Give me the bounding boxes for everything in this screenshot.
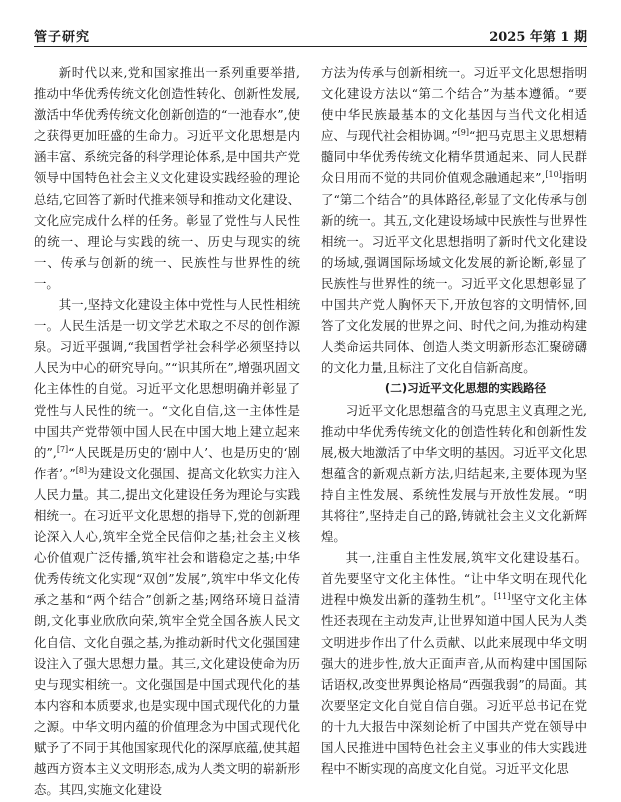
paragraph-text: “人民既是历史的‘剧中人’、也是历史的‘剧作者’。” — [34, 444, 300, 481]
paragraph — [321, 62, 587, 378]
citation-ref: [11] — [493, 592, 511, 602]
paragraph-text: 其一,坚持文化建设主体中党性与人民性相统一。人民生活是一切文学艺术取之不尽的创作源泉。习近平强调,“我国哲学社会科学必须坚持以人民为中心的研究导向。”“识其所在”,增强巩固文化主体性的自觉。习近平文化思想明确并彰显了党性与人民性的统一。“文化自信,这一主体性是中国共产党带领中国人民在中国大地上建立起来的”, — [34, 297, 300, 460]
paragraph-text: 坚守文化主体性还表现在主动发声,让世界知道中国人民为人类文明进步作出了什么贡献、以此来展现中华文明强大的进步性,放大正面声音,从而构建中国国际话语权,改变世界舆论格局“西强我弱”的局面。其次要坚定文化自觉自信自强。习近平总书记在党的十九大报告中深刻论析了中国共产党在领导中国人民推进中国特色社会主义事业的伟大实践进程中不断实现的高度文化自觉。习近平文化思 — [321, 592, 587, 777]
paragraph — [34, 294, 300, 800]
citation-ref: [8] — [75, 465, 88, 475]
paragraph-text: 其一,注重自主性发展,筑牢文化建设基石。首先要坚守文化主体性。“让中华文明在现代化进程中焕发出新的蓬勃生机”。 — [321, 550, 587, 608]
running-header — [34, 24, 587, 47]
journal-name: 管子研究 — [34, 30, 91, 45]
citation-ref: [9] — [457, 128, 469, 138]
citation-ref: [10] — [545, 170, 562, 180]
paragraph: 新时代以来,党和国家推出一系列重要举措,推动中华优秀传统文化创造性转化、创新性发展,激活中华优秀传统文化创新创造的“一池春水”,使之获得更加旺盛的生命力。习近平文化思想是内涵丰富、系统完备的科学理论体系,是中国共产党领导中国特色社会主义文化建设实践经验的理论总结,它回答了新时代推来领导和推动文化建设、文化应完成什么样的任务。彰显了党性与人民性的统一、理论与实践的统一、历史与现实的统一、传承与创新的统一、民族性与世界性的统一。 — [34, 65, 300, 291]
section-subheading: (二)习近平文化思想的实践路径 — [384, 381, 547, 396]
paragraph-text: 方法为传承与创新相统一。习近平文化思想指明文化建设方法以“第二个结合”为基本遵循。“要使中华民族最基本的文化基因与当代文化相适应、与现代社会相协调。” — [321, 65, 587, 144]
paragraph-text: 指明了“第二个结合”的具体路径,彰显了文化传承与创新的统一。其五,文化建设场域中民族性与世界性相统一。习近平文化思想指明了新时代文化建设的场域,强调国际场域文化发展的新论断,彰显了民族性与世界性的统一。习近平文化思想彰显了中国共产党人胸怀天下,开放包容的文明情怀,回答了文化发展的世界之问、时代之问,为推动构建人类命运共同体、创造人类文明新形态汇聚磅礴的文化力量,且标注了文化自信新高度。 — [321, 170, 588, 376]
right-column — [321, 62, 587, 779]
paragraph: 习近平文化思想蕴含的马克思主义真理之光,推动中华优秀传统文化的创造性转化和创新性发展,极大地激活了中华文明的基因。习近平文化思想蕴含的新观点新方法,归结起来,主要体现为坚持自主性发展、系统性发展与开放性发展。“明其将往”,坚持走自己的路,铸就社会主义文化新辉煌。 — [321, 402, 587, 545]
paragraph — [321, 547, 587, 779]
paragraph-text: “把马克思主义思想精髓同中华优秀传统文化精华贯通起来、同人民群众日用而不觉的共同价值观念融通起来”, — [321, 128, 587, 186]
issue-info: 2025 年第 1 期 — [489, 30, 587, 45]
paragraph-text: 为建设文化强国、提高文化软实力注入人民力量。其二,提出文化建设任务为理论与实践相统一。在习近平文化思想的指导下,党的创新理论深入人心,筑牢全党全民信仰之基;社会主义核心价值观广泛传播,筑牢社会和谐稳定之基;中华优秀传统文化实现“双创”发展”,筑牢中华文化传承之基和“两个结合”创新之基;网络环境日益清朗,文化事业欣欣向荣,筑牢全党全国各族人民文化自信、文化自强之基,为推动新时代文化强国建设注入了强大思想力量。其三,文化建设使命为历史与现实相统一。文化强国是中国式现代化的基本内容和本质要求,也是实现中国式现代化的力量之源。中华文明内蕴的价值理念为中国式现代化赋予了不同于其他国家现代化的深厚底蕴,使其超越西方资本主义文明形态,成为人类文明的崭新形态。其四,实施文化建设 — [34, 465, 301, 798]
citation-ref: [7] — [56, 444, 69, 454]
left-column — [34, 62, 300, 800]
